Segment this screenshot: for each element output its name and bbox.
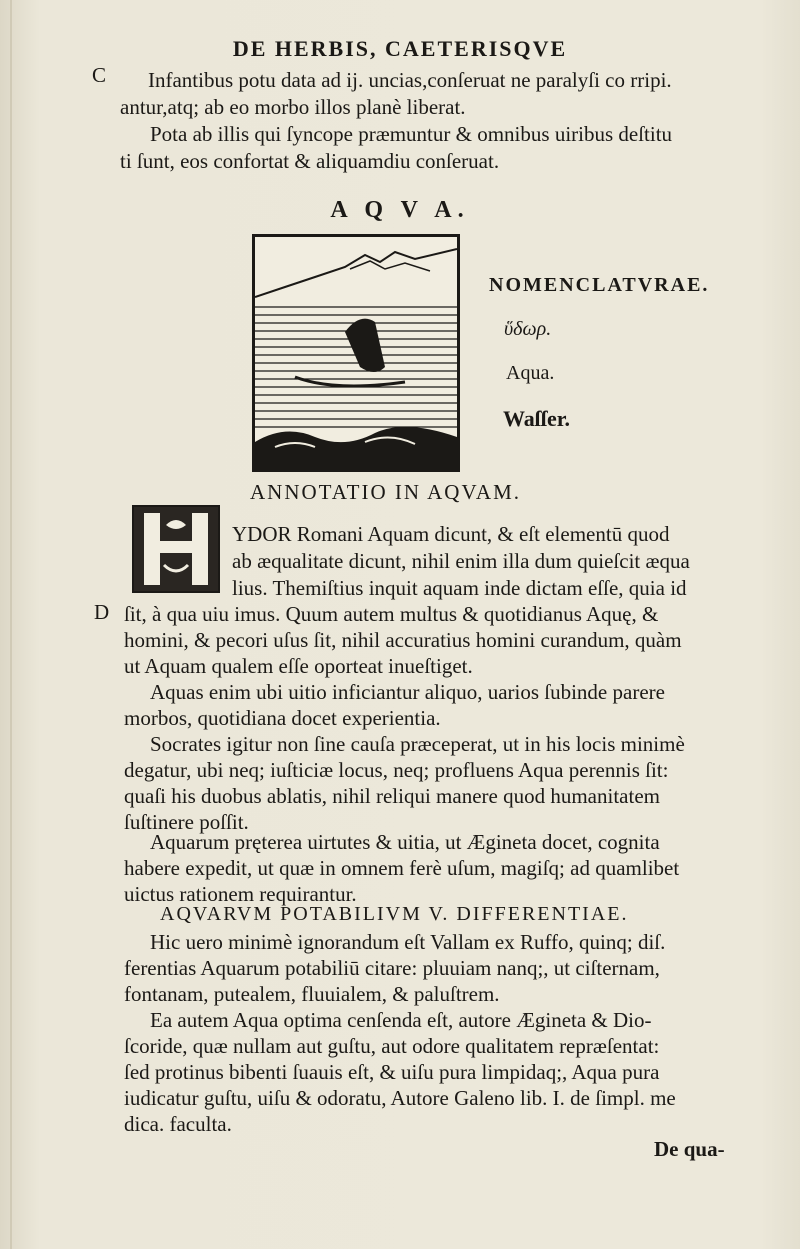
annotation-title: ANNOTATIO IN AQVAM. (250, 480, 522, 504)
nomenclature-heading: NOMENCLATVRAE. (489, 274, 710, 296)
text-line: YDOR Romani Aquam dicunt, & eſt elementū quod (232, 522, 670, 546)
margin-marker-d: D (94, 600, 110, 624)
text-line: Ea autem Aqua optima cenſenda eſt, autore Ægineta & Dio- (150, 1008, 652, 1032)
text-line: habere expedit, ut quæ in omnem ferè uſum, magiſq; ad quamlibet (124, 856, 680, 880)
decorated-initial-h (132, 505, 220, 593)
text-line: ſcoride, quæ nullam aut guſtu, aut odore qualitatem repræſentat: (124, 1034, 660, 1058)
text-line: ſed protinus bibenti ſuauis eſt, & uiſu pura limpidaq;, Aqua pura (124, 1060, 660, 1084)
text-line: fontanam, putealem, fluuialem, & paluſtrem. (124, 982, 500, 1006)
running-title: DE HERBIS, CAETERISQVE (232, 36, 568, 61)
nomenclature-german: Waſſer. (503, 406, 571, 431)
text-line: ut Aquam qualem eſſe oporteat inueſtiget. (124, 654, 473, 678)
text-line: ſuſtinere poſſit. (124, 810, 249, 834)
text-line: Socrates igitur non ſine cauſa præceperat, ut in his locis minimè (150, 732, 685, 756)
text-line: ſit, à qua uiu imus. Quum autem multus & quotidianus Aquę, & (124, 602, 659, 626)
nomenclature-greek: ὕδωρ. (504, 318, 552, 340)
text-line: Infantibus potu data ad ij. uncias,conſeruat ne paralyſi co rripi. (148, 68, 672, 92)
text-line: Pota ab illis qui ſyncope præmuntur & omnibus uiribus deſtitu (150, 122, 673, 146)
text-line: lius. Themiſtius inquit aquam inde dictam eſſe, quia id (232, 576, 687, 600)
initial-ornament (134, 507, 218, 591)
text-line: Hic uero minimè ignorandum eſt Vallam ex Ruffo, quinq; diſ. (150, 930, 666, 954)
page-gutter (10, 0, 12, 1249)
text-line: morbos, quotidiana docet experientia. (124, 706, 441, 730)
text-line: Aquarum pręterea uirtutes & uitia, ut Ægineta docet, cognita (150, 830, 660, 854)
subheading: AQVARVM POTABILIVM V. DIFFERENTIAE. (160, 903, 629, 925)
woodcut-drawing (255, 237, 457, 469)
text-line: ferentias Aquarum potabiliū citare: pluuiam nanq;, ut ciſternam, (124, 956, 660, 980)
margin-marker-c: C (92, 63, 107, 87)
section-title: A Q V A. (330, 197, 470, 223)
text-line: uictus rationem requirantur. (124, 882, 357, 906)
text-line: antur,atq; ab eo morbo illos planè liberat. (120, 95, 466, 119)
text-line: ti ſunt, eos confortat & aliquamdiu conſeruat. (120, 149, 500, 173)
text-line: homini, & pecori uſus ſit, nihil accuratius homini curandum, quàm (124, 628, 682, 652)
water-woodcut-illustration (252, 234, 460, 472)
text-line: iudicatur guſtu, uiſu & odoratu, Autore Galeno lib. I. de ſimpl. me (124, 1086, 676, 1110)
text-line: dica. faculta. (124, 1112, 232, 1136)
catchword: De qua- (654, 1137, 725, 1161)
nomenclature-latin: Aqua. (506, 362, 555, 384)
text-line: degatur, ubi neq; iuſticiæ locus, neq; profluens Aqua perennis ſit: (124, 758, 669, 782)
text-line: Aquas enim ubi uitio inficiantur aliquo, uarios ſubinde parere (150, 680, 665, 704)
text-line: ab æqualitate dicunt, nihil enim illa dum quieſcit æqua (232, 549, 690, 573)
text-line: quaſi his duobus ablatis, nihil reliqui manere quod humanitatem (124, 784, 660, 808)
